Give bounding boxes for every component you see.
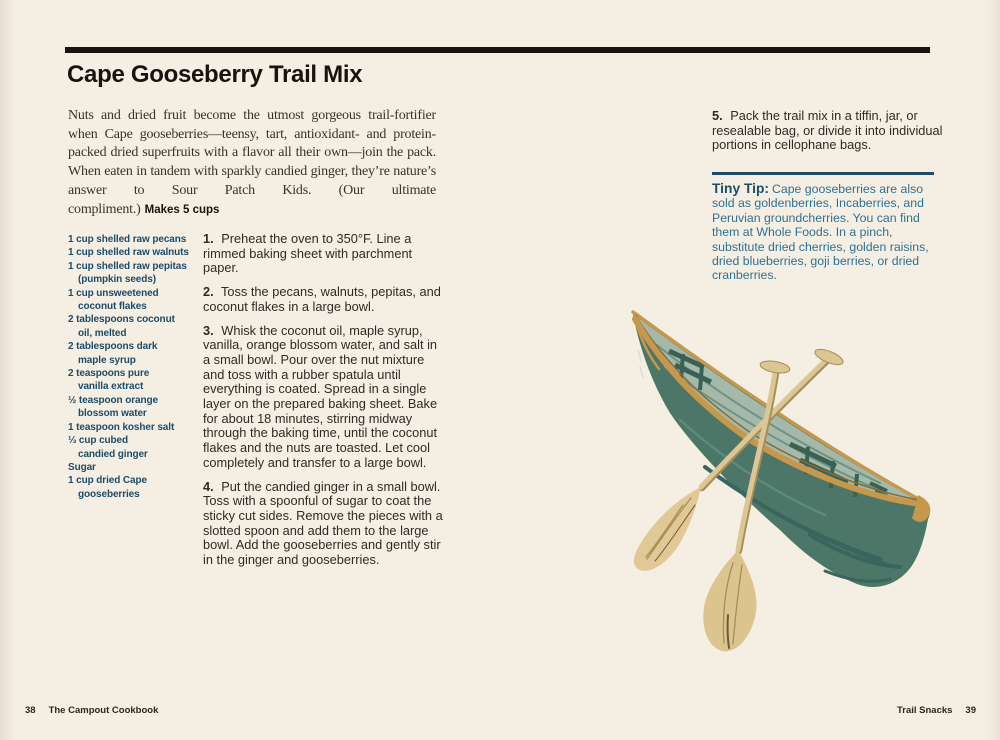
footer-page-number-right: 39 — [965, 705, 976, 716]
ingredient-item: ⅓ cup cubed candied ginger — [68, 435, 148, 460]
recipe-title: Cape Gooseberry Trail Mix — [67, 61, 363, 88]
ingredients-list — [68, 233, 200, 501]
canoe-illustration — [575, 295, 1000, 670]
recipe-step: 1. Preheat the oven to 350°F. Line a rimmed baking sheet with parchment paper. — [203, 231, 413, 276]
footer-section-label: Trail Snacks — [896, 705, 953, 716]
intro-text: Nuts and dried fruit become the utmost gorgeous trail-fortifier when Cape gooseberries—teensy, tart, antioxidant- and protein-packed dried superfruits with a flavor all their own—join the pack. When eaten in tandem with sparkly candied ginger, they’re nature’s answer to Sour Patch Kids. (Our ultimate compliment.) — [68, 108, 436, 217]
step-number: 1. — [203, 231, 214, 246]
footer-page-number-left: 38 — [25, 705, 36, 716]
ingredient-item: 1 cup shelled raw pecans — [68, 234, 187, 245]
ingredient-item: 2 tablespoons dark maple syrup — [68, 341, 158, 366]
intro-paragraph — [68, 107, 436, 219]
tiny-tip — [712, 182, 942, 283]
ingredient-item: ½ teaspoon orange blossom water — [68, 394, 158, 420]
ingredient-item: 1 cup shelled raw walnuts — [68, 247, 189, 259]
ingredient-item: 1 cup unsweetened coconut flakes — [68, 287, 159, 313]
paddle-blade-left — [634, 487, 701, 571]
paddle-blade-right — [703, 550, 756, 651]
ingredient-item: 2 tablespoons coconut oil, melted — [68, 314, 175, 339]
yield-label: Makes 5 cups — [144, 203, 220, 216]
paddle-grip-left — [759, 359, 790, 375]
footer-book-title: The Campout Cookbook — [48, 705, 159, 716]
ingredient-item: 2 teaspoons pure vanilla extract — [68, 368, 150, 393]
step-number: 2. — [203, 284, 214, 300]
ingredient-item: 1 cup dried Cape gooseberries — [68, 475, 147, 500]
ingredient-item: 1 cup shelled raw pepitas (pumpkin seeds) — [68, 260, 187, 286]
footer-left — [25, 705, 158, 716]
ingredient-item: Sugar — [68, 461, 96, 473]
step-number: 4. — [203, 478, 214, 494]
ingredient-item: 1 teaspoon kosher salt — [68, 421, 175, 433]
recipe-step: 5. Pack the trail mix in a tiffin, jar, or resealable bag, or divide it into individual portions in cellophane bags. — [712, 108, 943, 153]
recipe-step: 4. Put the candied ginger in a small bowl. Toss with a spoonful of sugar to coat the sticky cut sides. Remove the pieces with a slotted spoon and add them to the large bowl. Add the gooseberries and gently stir in the ginger and gooseberries. — [203, 478, 443, 568]
step-number: 5. — [712, 108, 723, 123]
footer-right — [897, 705, 976, 716]
canoe-bow-marks — [638, 350, 643, 377]
instructions-column-left — [203, 232, 446, 577]
recipe-step: 2. Toss the pecans, walnuts, pepitas, and coconut flakes in a large bowl. — [203, 284, 441, 314]
step-number: 3. — [203, 322, 214, 338]
tip-divider-rule — [712, 172, 934, 175]
tip-text: Cape gooseberries are also sold as goldenberries, Incaberries, and Peruvian groundcherries. You can find them at Whole Foods. In a pinch, substitute dried cherries, golden raisins, dried blueberries, goji berries, or dried cranberries. — [712, 182, 929, 283]
tip-label: Tiny Tip: — [712, 181, 769, 196]
page-edge-shadow-left — [0, 0, 16, 740]
title-rule — [65, 47, 930, 53]
instructions-column-right — [712, 109, 944, 162]
recipe-step: 3. Whisk the coconut oil, maple syrup, vanilla, orange blossom water, and salt in a small bowl. Pour over the nut mixture and toss with a rubber spatula until everything is coated. Spread in a single layer on the prepared baking sheet. Bake for about 18 minutes, stirring midway through the baking time, until the coconut flakes and the nuts are toasted. Let cool completely and transfer to a large bowl. — [203, 322, 438, 470]
